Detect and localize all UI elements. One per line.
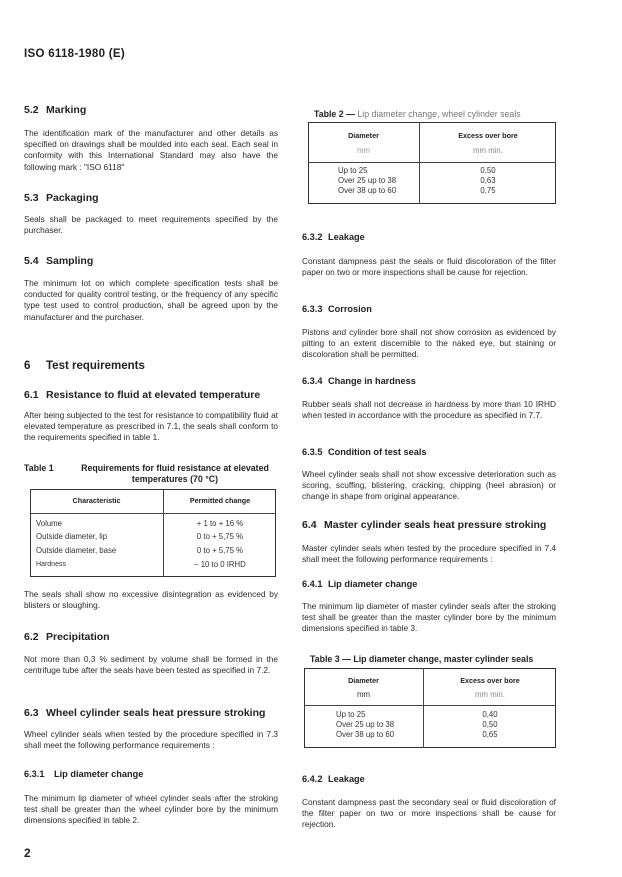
table3-row-diameter: Up to 25 xyxy=(336,710,366,719)
table1-row-label: Hardness xyxy=(36,561,66,568)
paragraph-6-3-1: The minimum lip diameter of wheel cylinder seals after the stroking test shall be greater than the wheel cylinder bore by the minimum dimensions specified in table 2. xyxy=(24,793,278,826)
table3-row-excess: 0,65 xyxy=(482,730,498,739)
paragraph-6-4: Master cylinder seals when tested by the procedure specified in 7.4 shall meet the following performance requirements : xyxy=(302,543,556,565)
document-id: ISO 6118-1980 (E) xyxy=(24,48,125,60)
table1-row-value: – 10 to 0 IRHD xyxy=(194,560,246,569)
heading-6: 6 Test requirements xyxy=(24,360,145,372)
heading-6-3-4: 6.3.4 Change in hardness xyxy=(302,376,416,386)
table1-row-value: 0 to + 5,75 % xyxy=(196,532,244,541)
table2-header-excess-unit: mm min. xyxy=(473,146,503,155)
paragraph-6-2: Not more than 0,3 % sediment by volume shall be formed in the centrifuge tube after the seals have been tested as specified in 7.2. xyxy=(24,654,278,676)
table3-header-excess: Excess over bore xyxy=(460,676,520,685)
table3-header-diameter: Diameter xyxy=(348,676,379,685)
table3-row-diameter: Over 38 up to 60 xyxy=(336,730,395,739)
paragraph-6-4-1: The minimum lip diameter of master cylinder seals after the stroking test shall be greater than the master cylinder bore by the minimum dimensions specified in table 3. xyxy=(302,601,556,634)
table1-row-value: + 1 to + 16 % xyxy=(196,519,244,528)
paragraph-after-table1: The seals shall show no excessive disintegration as evidenced by blisters or sloughing. xyxy=(24,589,278,611)
table2-header-diameter: Diameter xyxy=(348,131,379,140)
table2-row-excess: 0,50 xyxy=(480,166,496,175)
heading-6-4-2: 6.4.2 Leakage xyxy=(302,774,365,784)
heading-5-2: 5.2 Marking xyxy=(24,104,87,116)
table1-header-permitted: Permitted change xyxy=(189,496,251,505)
table2-row-diameter: Over 25 up to 38 xyxy=(338,176,397,185)
paragraph-6-3-5: Wheel cylinder seals shall not show excessive deterioration such as scoring, scuffing, blistering, cracking, chipping (heel abrasion) or change in shape from original appearance. xyxy=(302,469,556,502)
paragraph-6-3-2: Constant dampness past the seals or fluid discoloration of the filter paper on two or more inspections shall be cause for rejection. xyxy=(302,256,556,278)
paragraph-6-1: After being subjected to the test for resistance to compatibility fluid at elevated temperature as prescribed in 7.1, the seals shall conform to the requirements specified in table 1. xyxy=(24,410,278,443)
table2-caption: Table 2 — Lip diameter change, wheel cylinder seals xyxy=(314,109,521,119)
heading-6-3: 6.3 Wheel cylinder seals heat pressure stroking xyxy=(24,707,266,719)
heading-5-4: 5.4 Sampling xyxy=(24,255,94,267)
table3-row-diameter: Over 25 up to 38 xyxy=(336,720,395,729)
table1-row-label: Outside diameter, lip xyxy=(36,532,108,541)
table3-header-diameter-unit: mm xyxy=(357,690,370,699)
table1-label: Table 1 xyxy=(24,463,54,473)
paragraph-5-4: The minimum lot on which complete specification tests shall be conducted for quality control testing, or the frequency of any specific type test used to control production, shall be agreed upon by the manufacturer and the purchaser. xyxy=(24,278,278,322)
table2-header-excess: Excess over bore xyxy=(458,131,518,140)
table3-caption: Table 3 — Lip diameter change, master cylinder seals xyxy=(310,654,534,664)
table1-header-characteristic: Characteristic xyxy=(72,496,121,505)
paragraph-6-3: Wheel cylinder seals when tested by the procedure specified in 7.3 shall meet the following performance requirements : xyxy=(24,729,278,751)
heading-6-1: 6.1 Resistance to fluid at elevated temperature xyxy=(24,389,261,401)
heading-6-3-3: 6.3.3 Corrosion xyxy=(302,304,372,314)
table1-caption: Requirements for fluid resistance at elevated temperatures (70 °C) xyxy=(81,463,269,484)
table1-row-label: Volume xyxy=(36,519,63,528)
page-number: 2 xyxy=(24,846,31,860)
table2-row-excess: 0,63 xyxy=(480,176,496,185)
table1-row-value: 0 to + 5,75 % xyxy=(196,546,244,555)
table2-row-diameter: Over 38 up to 60 xyxy=(338,186,397,195)
table1-row-label: Outside diameter, base xyxy=(36,546,117,555)
heading-6-3-1: 6.3.1 Lip diameter change xyxy=(24,769,144,779)
table3-header-excess-unit: mm min. xyxy=(475,690,505,699)
table2-header-diameter-unit: mm xyxy=(357,146,370,155)
paragraph-5-3: Seals shall be packaged to meet requirements specified by the purchaser. xyxy=(24,214,278,236)
heading-6-3-2: 6.3.2 Leakage xyxy=(302,232,365,242)
paragraph-6-4-2: Constant dampness past the secondary seal or fluid discoloration of the filter paper on two or more inspections shall be cause for rejection. xyxy=(302,797,556,830)
paragraph-6-3-4: Rubber seals shall not decrease in hardness by more than 10 IRHD when tested in accordance with the procedure as specified in 7.7. xyxy=(302,399,556,421)
table2-row-diameter: Up to 25 xyxy=(338,166,368,175)
heading-6-4-1: 6.4.1 Lip diameter change xyxy=(302,579,418,589)
heading-6-3-5: 6.3.5 Condition of test seals xyxy=(302,447,427,457)
table3-row-excess: 0,50 xyxy=(482,720,498,729)
table3-row-excess: 0,40 xyxy=(482,710,498,719)
paragraph-5-2: The identification mark of the manufacturer and other details as specified on drawings shall be moulded into each seal. Each seal in conformity with this International Standard may also have the following mark : "ISO 6118" xyxy=(24,128,278,172)
heading-5-3: 5.3 Packaging xyxy=(24,192,99,204)
paragraph-6-3-3: Pistons and cylinder bore shall not show corrosion as evidenced by pitting to an extent discernible to the naked eye, but staining or discoloration shall be permitted. xyxy=(302,327,556,360)
heading-6-4: 6.4 Master cylinder seals heat pressure stroking xyxy=(302,519,547,531)
heading-6-2: 6.2 Precipitation xyxy=(24,631,110,643)
table2-row-excess: 0,75 xyxy=(480,186,496,195)
